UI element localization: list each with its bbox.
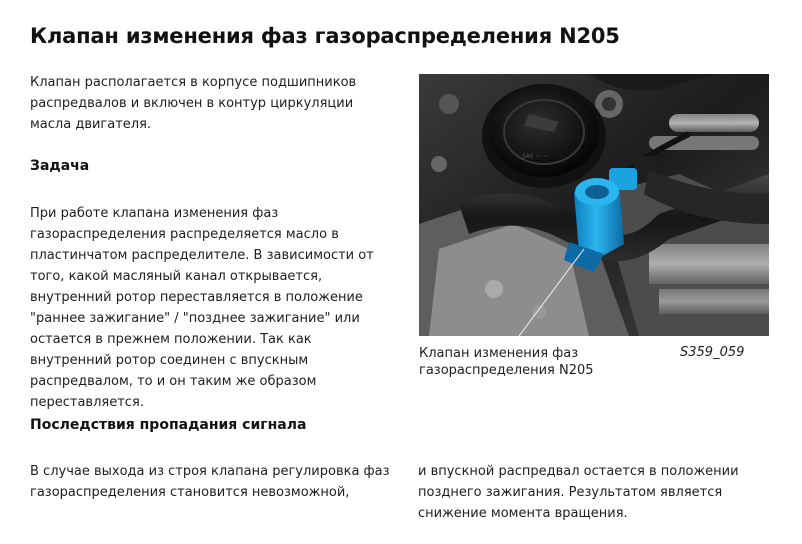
page-title: Клапан изменения фаз газораспределения N205 xyxy=(30,24,620,48)
figure-caption: Клапан изменения фаз газораспределения N205 xyxy=(419,346,594,378)
intro-paragraph: Клапан располагается в корпусе подшипников распредвалов и включен в контур циркуляции масла двигателя. xyxy=(30,75,357,132)
task-paragraph: При работе клапана изменения фаз газораспределения распределяется масло в пластинчатом распределителе. В зависимости от того, какой масляный канал открывается, внутренний ротор переставляется в положение "раннее зажигание" / "позднее зажигание" или остается в прежнем положении. Так как внутренний ротор соединен с впускным распредвалом, то и он таким же образом переставляется. xyxy=(30,206,374,410)
failure-paragraph-right: и впускной распредвал остается в положении позднего зажигания. Результатом является снижение момента вращения. xyxy=(418,464,739,521)
failure-heading: Последствия пропадания сигнала xyxy=(30,417,307,433)
task-heading: Задача xyxy=(30,158,90,174)
failure-paragraph-left: В случае выхода из строя клапана регулировка фаз газораспределения становится невозможной, xyxy=(30,464,390,500)
engine-illustration xyxy=(419,74,769,336)
figure-code: S359_059 xyxy=(680,345,745,360)
svg-text:SAE ~ ~: SAE ~ ~ xyxy=(522,153,548,160)
